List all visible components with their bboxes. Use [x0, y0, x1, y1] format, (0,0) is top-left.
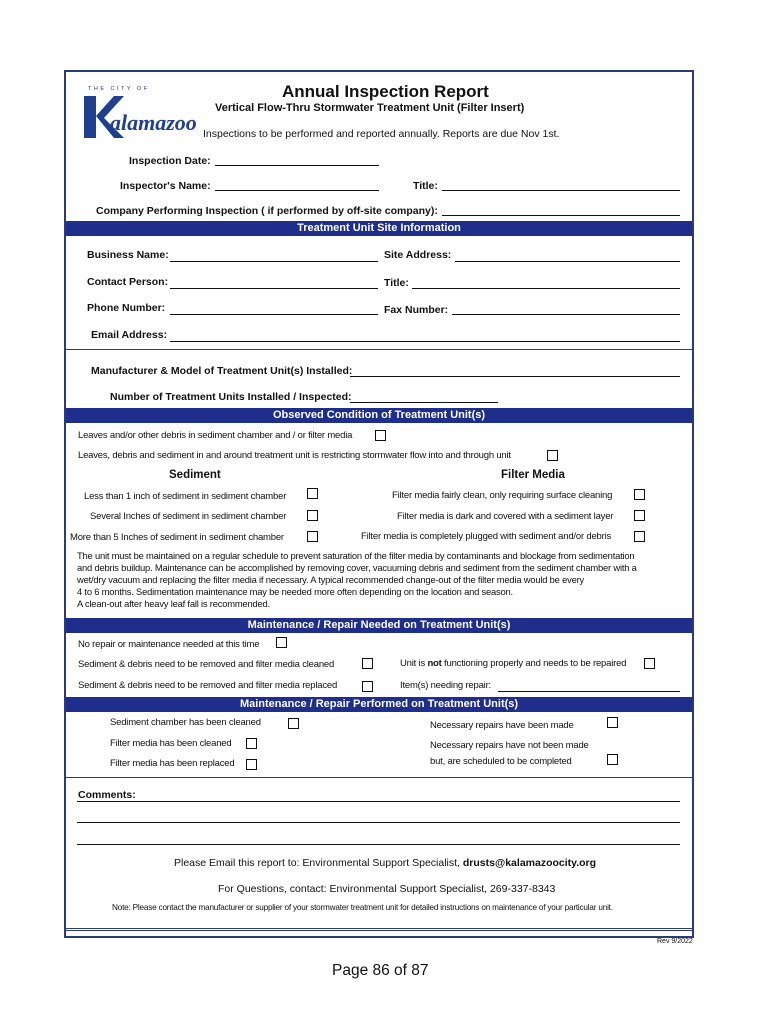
number-units-field[interactable]: [350, 402, 498, 403]
not-functioning-checkbox[interactable]: [644, 658, 655, 669]
svg-text:alamazoo: alamazoo: [110, 110, 197, 135]
filter-option-3: Filter media is completely plugged with sediment and/or debris: [361, 531, 612, 542]
manufacturer-note: Note: Please contact the manufacturer or supplier of your stormwater treatment unit for detailed instructions on maintenance of your particular unit.: [112, 903, 613, 912]
comments-label: Comments:: [78, 789, 136, 801]
sediment-cleaned-text: Sediment chamber has been cleaned: [110, 717, 261, 728]
phone-field[interactable]: [170, 314, 378, 315]
paragraph-line: The unit must be maintained on a regular schedule to prevent saturation of the filter media by contaminants and blockage from sedimentation: [77, 550, 635, 561]
business-name-label: Business Name:: [87, 249, 169, 261]
comments-line-1[interactable]: [77, 801, 680, 802]
contact-person-field[interactable]: [170, 288, 378, 289]
repairs-made-checkbox[interactable]: [607, 717, 618, 728]
site-address-field[interactable]: [455, 261, 680, 262]
email-address[interactable]: drusts@kalamazoocity.org: [462, 857, 597, 869]
contact-title-field[interactable]: [412, 288, 680, 289]
inspection-date-label: Inspection Date:: [129, 155, 211, 167]
inspector-name-field[interactable]: [215, 190, 379, 191]
manufacturer-label: Manufacturer & Model of Treatment Unit(s) Installed:: [91, 365, 353, 377]
sediment-heading: Sediment: [169, 469, 221, 481]
form-frame: [64, 70, 694, 938]
not-functioning-post: functioning properly and needs to be repaired: [441, 658, 627, 669]
items-needing-repair-label: Item(s) needing repair:: [400, 680, 491, 691]
not-functioning-bold: not: [427, 658, 442, 669]
observed-item-restricting: Leaves, debris and sediment in and around treatment unit is restricting stormwater flow into and through unit: [78, 450, 511, 461]
inspector-name-label: Inspector's Name:: [120, 180, 211, 192]
business-name-field[interactable]: [170, 261, 378, 262]
company-label: Company Performing Inspection ( if performed by off-site company):: [96, 205, 438, 217]
filter-replaced-checkbox[interactable]: [246, 759, 257, 770]
filter-option-1: Filter media fairly clean, only requiring surface cleaning: [392, 490, 613, 501]
maint-needed-header: Maintenance / Repair Needed on Treatment Unit(s): [66, 618, 692, 633]
no-repair-checkbox[interactable]: [276, 637, 287, 648]
site-info-header: Treatment Unit Site Information: [66, 221, 692, 236]
email-label: Email Address:: [91, 329, 168, 341]
email-instruction: [174, 857, 596, 869]
comments-line-3[interactable]: [77, 844, 680, 845]
manufacturer-field[interactable]: [350, 376, 680, 377]
intro-text: Inspections to be performed and reported annually. Reports are due Nov 1st.: [203, 128, 560, 140]
phone-label: Phone Number:: [87, 302, 166, 314]
svg-text:THE CITY OF: THE CITY OF: [88, 86, 150, 92]
sediment-option-2-checkbox[interactable]: [307, 510, 318, 521]
site-address-label: Site Address:: [384, 249, 452, 261]
filter-option-3-checkbox[interactable]: [634, 531, 645, 542]
not-functioning-pre: Unit is: [400, 658, 428, 669]
inspector-title-field[interactable]: [442, 190, 680, 191]
company-field[interactable]: [442, 215, 680, 216]
paragraph-line: wet/dry vacuum and replacing the filter media if necessary. A typical recommended change-out of the filter media would be every: [77, 574, 584, 585]
section-divider: [66, 349, 692, 350]
needs-replace-text: Sediment & debris need to be removed and filter media replaced: [78, 680, 338, 691]
filter-option-2: Filter media is dark and covered with a sediment layer: [397, 511, 614, 522]
fax-label: Fax Number:: [384, 304, 449, 316]
sediment-option-1-checkbox[interactable]: [307, 488, 318, 499]
paragraph-line: A clean-out after heavy leaf fall is recommended.: [77, 598, 270, 609]
comments-line-2[interactable]: [77, 822, 680, 823]
kalamazoo-logo-icon: [84, 84, 202, 142]
repairs-made-text: Necessary repairs have been made: [430, 720, 574, 731]
observed-leaves-checkbox[interactable]: [375, 430, 386, 441]
email-field[interactable]: [170, 341, 680, 342]
report-title: Annual Inspection Report: [282, 82, 489, 101]
number-units-label: Number of Treatment Units Installed / Inspected:: [110, 391, 352, 403]
sediment-option-1: Less than 1 inch of sediment in sediment chamber: [84, 491, 287, 502]
observed-header: Observed Condition of Treatment Unit(s): [66, 408, 692, 423]
contact-person-label: Contact Person:: [87, 276, 169, 288]
maint-performed-header: Maintenance / Repair Performed on Treatment Unit(s): [66, 697, 692, 712]
filter-option-1-checkbox[interactable]: [634, 489, 645, 500]
inspection-date-field[interactable]: [215, 165, 379, 166]
section-divider: [66, 777, 692, 778]
paragraph-line: and debris buildup. Maintenance can be accomplished by removing cover, vacuuming debris and sediment from the sediment chamber with a: [77, 562, 637, 573]
footer-divider: [66, 928, 692, 931]
paragraph-line: 4 to 6 months. Sedimentation maintenance may be needed more often depending on the location and season.: [77, 586, 513, 597]
maintenance-paragraph: [77, 550, 687, 610]
filter-replaced-text: Filter media has been replaced: [110, 758, 235, 769]
sediment-cleaned-checkbox[interactable]: [288, 718, 299, 729]
observed-restricting-checkbox[interactable]: [547, 450, 558, 461]
page-number: Page 86 of 87: [332, 962, 429, 979]
filter-cleaned-text: Filter media has been cleaned: [110, 738, 232, 749]
revision-date: Rev 9/2022: [657, 938, 693, 945]
repairs-not-made-text-1: Necessary repairs have not been made: [430, 740, 589, 751]
no-repair-text: No repair or maintenance needed at this time: [78, 639, 260, 650]
filter-cleaned-checkbox[interactable]: [246, 738, 257, 749]
email-instruction-text: Please Email this report to: Environmental Support Specialist,: [174, 857, 463, 869]
city-logo: [84, 84, 202, 142]
needs-replace-checkbox[interactable]: [362, 681, 373, 692]
questions-contact: For Questions, contact: Environmental Support Specialist, 269-337-8343: [218, 883, 556, 895]
repairs-not-made-text-2: but, are scheduled to be completed: [430, 756, 572, 767]
observed-item-leaves: Leaves and/or other debris in sediment chamber and / or filter media: [78, 430, 353, 441]
needs-clean-checkbox[interactable]: [362, 658, 373, 669]
items-needing-repair-field[interactable]: [498, 691, 680, 692]
repairs-scheduled-checkbox[interactable]: [607, 754, 618, 765]
report-subtitle: Vertical Flow-Thru Stormwater Treatment Unit (Filter Insert): [215, 102, 525, 114]
needs-clean-text: Sediment & debris need to be removed and filter media cleaned: [78, 659, 335, 670]
fax-field[interactable]: [452, 314, 680, 315]
sediment-option-2: Several Inches of sediment in sediment chamber: [90, 511, 287, 522]
not-functioning-text: [400, 658, 626, 669]
inspector-title-label: Title:: [413, 180, 438, 192]
filter-media-heading: Filter Media: [501, 469, 565, 481]
contact-title-label: Title:: [384, 277, 409, 289]
sediment-option-3: More than 5 Inches of sediment in sediment chamber: [70, 532, 284, 543]
filter-option-2-checkbox[interactable]: [634, 510, 645, 521]
sediment-option-3-checkbox[interactable]: [307, 531, 318, 542]
